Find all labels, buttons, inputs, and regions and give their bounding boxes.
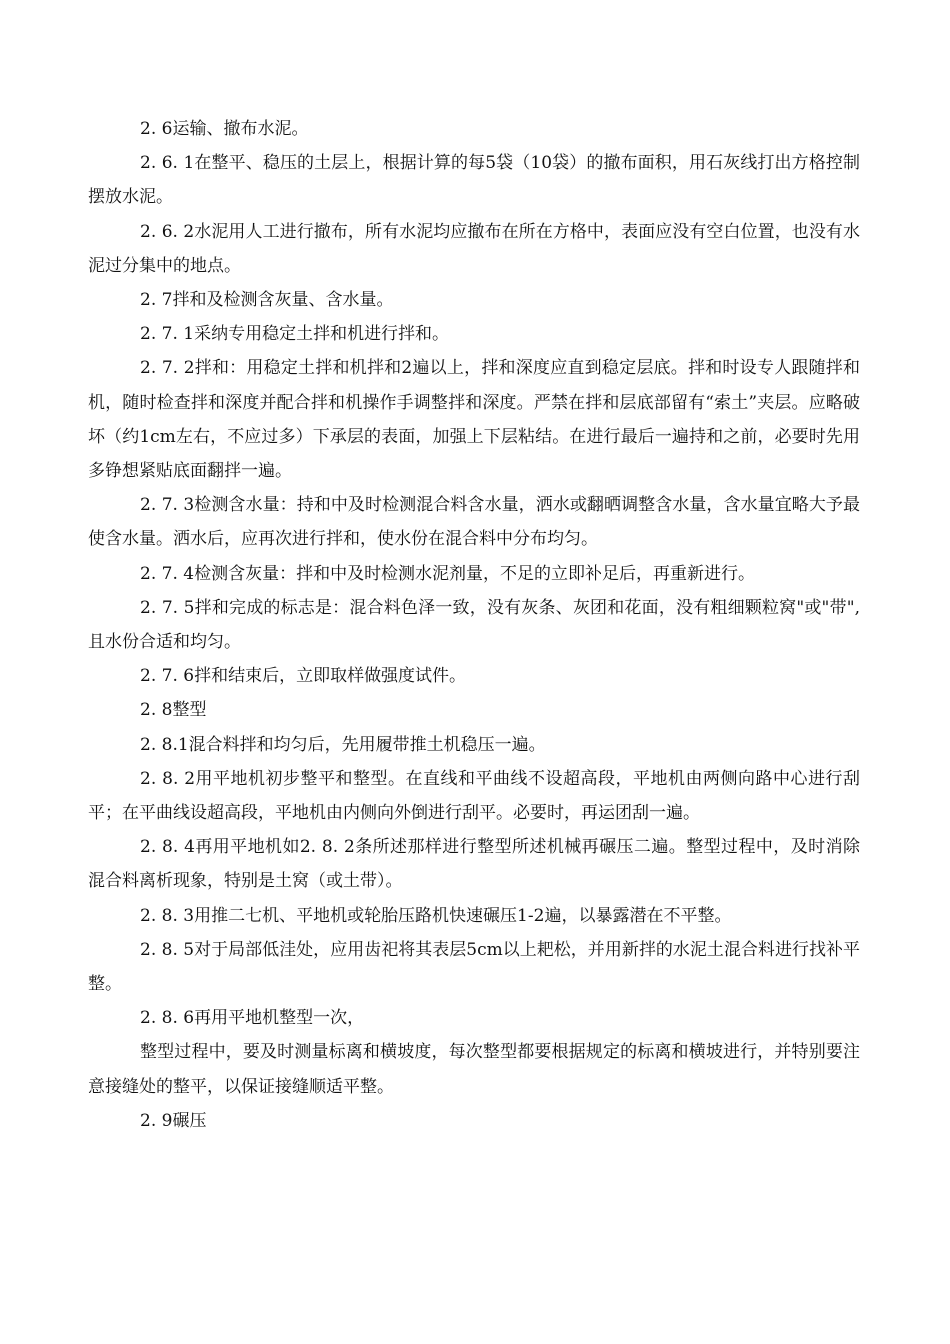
paragraph-2-8-3: 2. 8. 3用推二七机、平地机或轮胎压路机快速碾压1-2遍，以暴露潜在不平整。 [140,905,732,926]
paragraph-2-7-3: 2. 7. 3检测含水量：持和中及时检测混合料含水量，洒水或翻晒调整含水量，含水量宜略大予最使含水量。洒水后，应再次进行拌和，使水份在混合料中分布均匀。 [88,495,860,550]
paragraph-2-6-2: 2. 6. 2水泥用人工进行撤布，所有水泥均应撤布在所在方格中，表面应没有空白位置，也没有水泥过分集中的地点。 [88,221,860,276]
paragraph-2-8-6: 2. 8. 6再用平地机整型一次， [140,1008,365,1029]
paragraph-2-8-2: 2. 8. 2用平地机初步整平和整型。在直线和平曲线不设超高段，平地机由两侧向路中心进行刮平；在平曲线设超高段，平地机由内侧向外倒进行刮平。必要时，再运团刮一遍。 [88,768,860,824]
paragraph-2-8-1: 2. 8.1混合料拌和均匀后，先用履带推土机稳压一遍。 [140,734,546,755]
paragraph-2-8-4: 2. 8. 4再用平地机如2. 8. 2条所述那样进行整型所述机械再碾压二遍。整型过程中，及时消除混合料离析现象，特别是土窝（或土带）。 [88,837,860,892]
paragraph-2-9: 2. 9碾压 [140,1110,207,1131]
paragraph-2-7-6: 2. 7. 6拌和结束后，立即取样做强度试件。 [140,666,467,687]
document-body [88,112,860,1138]
paragraph-2-8-5: 2. 8. 5对于局部低洼处，应用齿祀将其表层5cm以上耙松，并用新拌的水泥土混合料进行找补平整。 [88,939,860,995]
paragraph-2-6-1: 2. 6. 1在整平、稳压的土层上，根据计算的每5袋（10袋）的撤布面积，用石灰线打出方格控制摆放水泥。 [88,153,860,208]
paragraph-shaping-note: 整型过程中，要及时测量标离和横坡度，每次整型都要根据规定的标离和横坡进行，并特别要注意接缝处的整平，以保证接缝顺适平整。 [88,1042,860,1097]
paragraph-2-7-4: 2. 7. 4检测含灰量：拌和中及时检测水泥剂量，不足的立即补足后，再重新进行。 [140,563,756,584]
paragraph-2-6: 2. 6运输、撤布水泥。 [140,119,309,139]
paragraph-2-7-2: 2. 7. 2拌和：用稳定土拌和机拌和2遍以上，拌和深度应直到稳定层底。拌和时设专人跟随拌和机，随时检查拌和深度并配合拌和机操作手调整拌和深度。严禁在拌和层底部留有“索土”夹层。应略破坏（约1cm左右，不应过多）下承层的表面，加强上下层粘结。在进行最后一遍持和之前，必要时先用多铮想紧贴底面翻拌一遍。 [88,358,860,482]
paragraph-2-8: 2. 8整型 [140,700,207,721]
paragraph-2-7-1: 2. 7. 1采纳专用稳定土拌和机进行拌和。 [140,324,450,345]
paragraph-2-7-5: 2. 7. 5拌和完成的标志是：混合料色泽一致，没有灰条、灰团和花面，没有粗细颗粒窝"或"带",且水份合适和均匀。 [88,597,860,653]
paragraph-2-7: 2. 7拌和及检测含灰量、含水量。 [140,290,394,311]
